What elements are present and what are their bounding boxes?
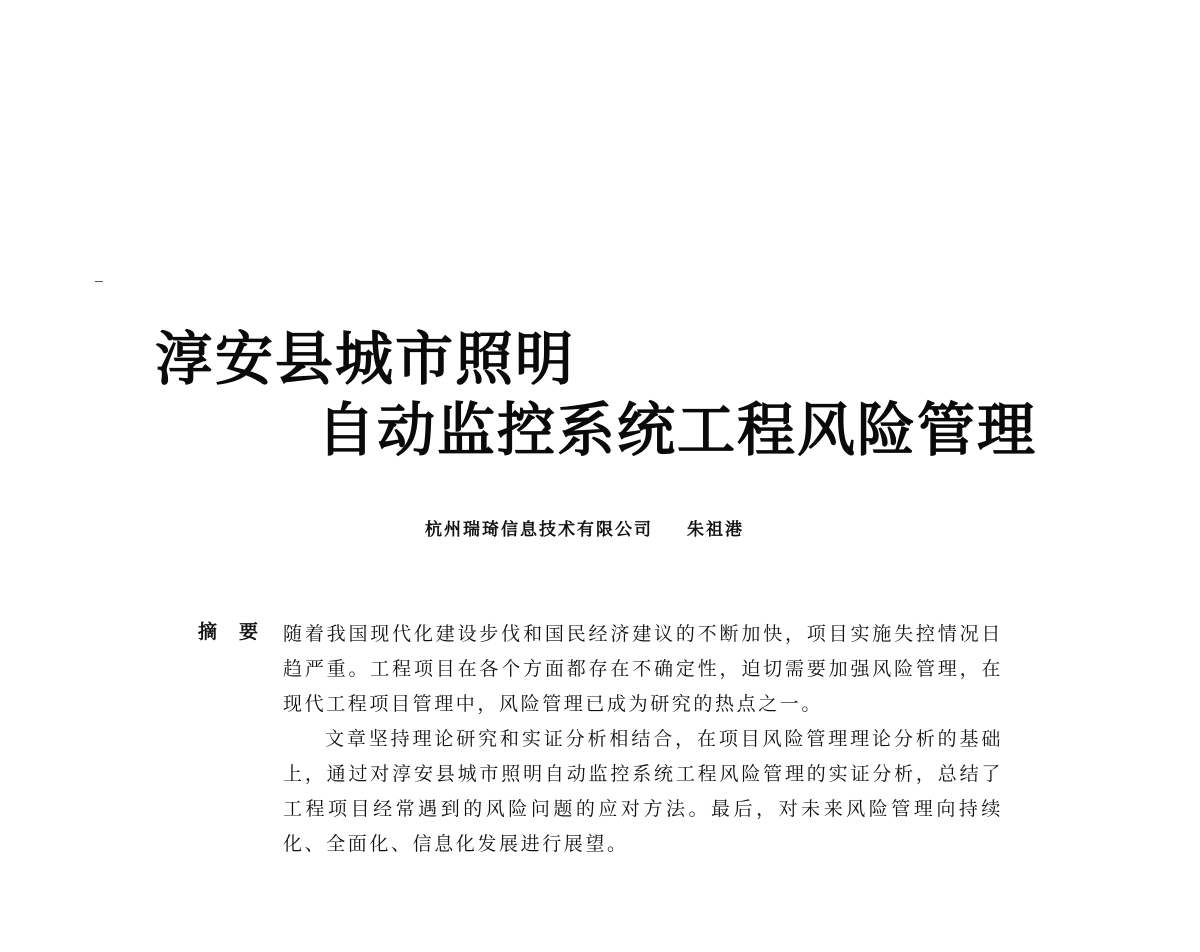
author: 朱祖港 [687,520,744,540]
abstract-paragraph-2: 文章坚持理论研究和实证分析相结合，在项目风险管理理论分析的基础上，通过对淳安县城市照明自动监控系统工程风险管理的实证分析，总结了工程项目经常遇到的风险问题的应对方法。最后，对未来风险管理向持续化、全面化、信息化发展进行展望。 [283,728,1003,855]
scan-mark [95,281,103,282]
abstract-paragraph-1: 随着我国现代化建设步伐和国民经济建议的不断加快，项目实施失控情况日趋严重。工程项目在各个方面都存在不确定性，迫切需要加强风险管理，在现代工程项目管理中，风险管理已成为研究的热点之一。 [283,623,1003,715]
title-line-2: 自动监控系统工程风险管理 [317,396,1038,464]
title-line-1: 淳安县城市照明 [155,325,576,393]
abstract-body [283,617,1003,862]
affiliation: 杭州瑞琦信息技术有限公司 [425,520,653,540]
byline [425,516,744,544]
abstract-label: 摘要 [198,621,281,643]
